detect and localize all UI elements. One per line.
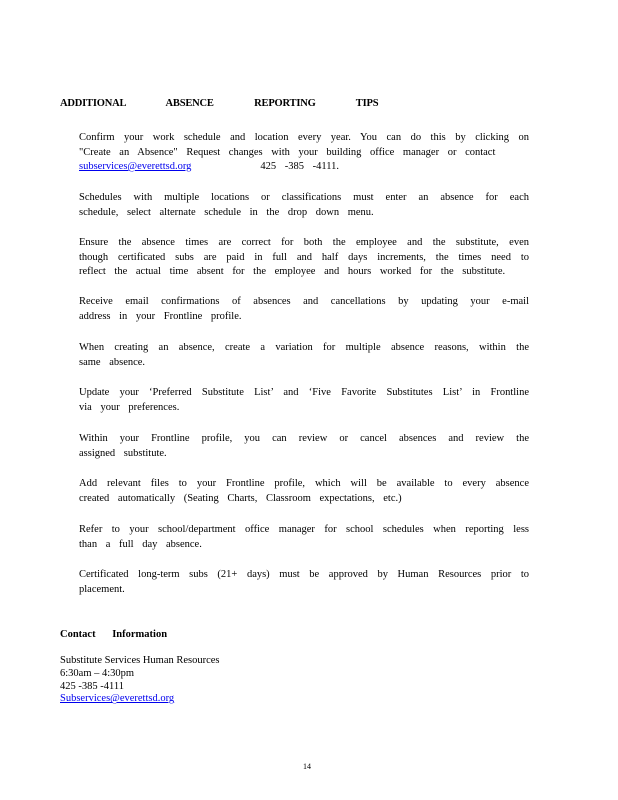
bullet-icon [60, 386, 68, 397]
contact-email-link[interactable]: Subservices@everettsd.org [60, 693, 175, 705]
list-item [60, 295, 530, 325]
bullet-icon [60, 432, 68, 443]
bullet-icon [60, 341, 68, 352]
list-item [60, 386, 530, 416]
bullet-icon [60, 523, 68, 534]
bullet-icon [60, 295, 68, 306]
item-text: Ensure the absence times are correct for both the employee and the substitute, even though certificated subs are paid in full and half days increments, the times need to reflect the actual time absent for the employee and hours worked for the substitute. [79, 237, 529, 277]
contact-phone: 425 -385 -4111 [60, 680, 124, 692]
item-text: Refer to your school/department office manager for school schedules when reporting less than a full day absence. [79, 524, 529, 550]
item-text: Update your ‘Preferred Substitute List’ and ‘Five Favorite Substitutes List’ in Frontline via your preferences. [79, 387, 529, 413]
item-text: Add relevant files to your Frontline profile, which will be available to every absence created automatically (Seating Charts, Classroom expectations, etc.) [79, 478, 529, 504]
page-number: 14 [303, 762, 311, 771]
contact-block [60, 655, 220, 706]
item-text: When creating an absence, create a variation for multiple absence reasons, within the same absence. [79, 342, 529, 368]
page-title: ADDITIONAL ABSENCE REPORTING TIPS [60, 98, 379, 109]
contact-hours: 6:30am – 4:30pm [60, 667, 135, 679]
bullet-icon [60, 236, 68, 247]
list-item [60, 523, 530, 553]
list-item [60, 432, 530, 462]
item-text: Within your Frontline profile, you can review or cancel absences and review the assigned substitute. [79, 433, 529, 459]
list-item [60, 191, 530, 221]
list-item [60, 236, 530, 280]
phone-number: 425 -385 -4111. [260, 161, 339, 172]
bullet-icon [60, 131, 68, 142]
email-link[interactable]: subservices@everettsd.org [79, 161, 192, 172]
item-text: Schedules with multiple locations or classifications must enter an absence for each schedule, select alternate schedule in the drop down menu. [79, 192, 529, 218]
bullet-icon [60, 477, 68, 488]
list-item [60, 477, 530, 507]
item-text: Certificated long-term subs (21+ days) must be approved by Human Resources prior to placement. [79, 569, 529, 595]
contact-department: Substitute Services Human Resources [60, 655, 220, 666]
item-text: Receive email confirmations of absences and cancellations by updating your e-mail address in your Frontline profile. [79, 296, 529, 322]
list-item [60, 341, 530, 371]
contact-heading: Contact Information [60, 629, 168, 640]
item-text: Confirm your work schedule and location every year. You can do this by clicking on "Create an Absence" Request changes with your building office manager or contact [79, 132, 529, 158]
list-item [60, 131, 530, 175]
list-item [60, 568, 530, 598]
bullet-icon [60, 568, 68, 579]
bullet-icon [60, 191, 68, 202]
